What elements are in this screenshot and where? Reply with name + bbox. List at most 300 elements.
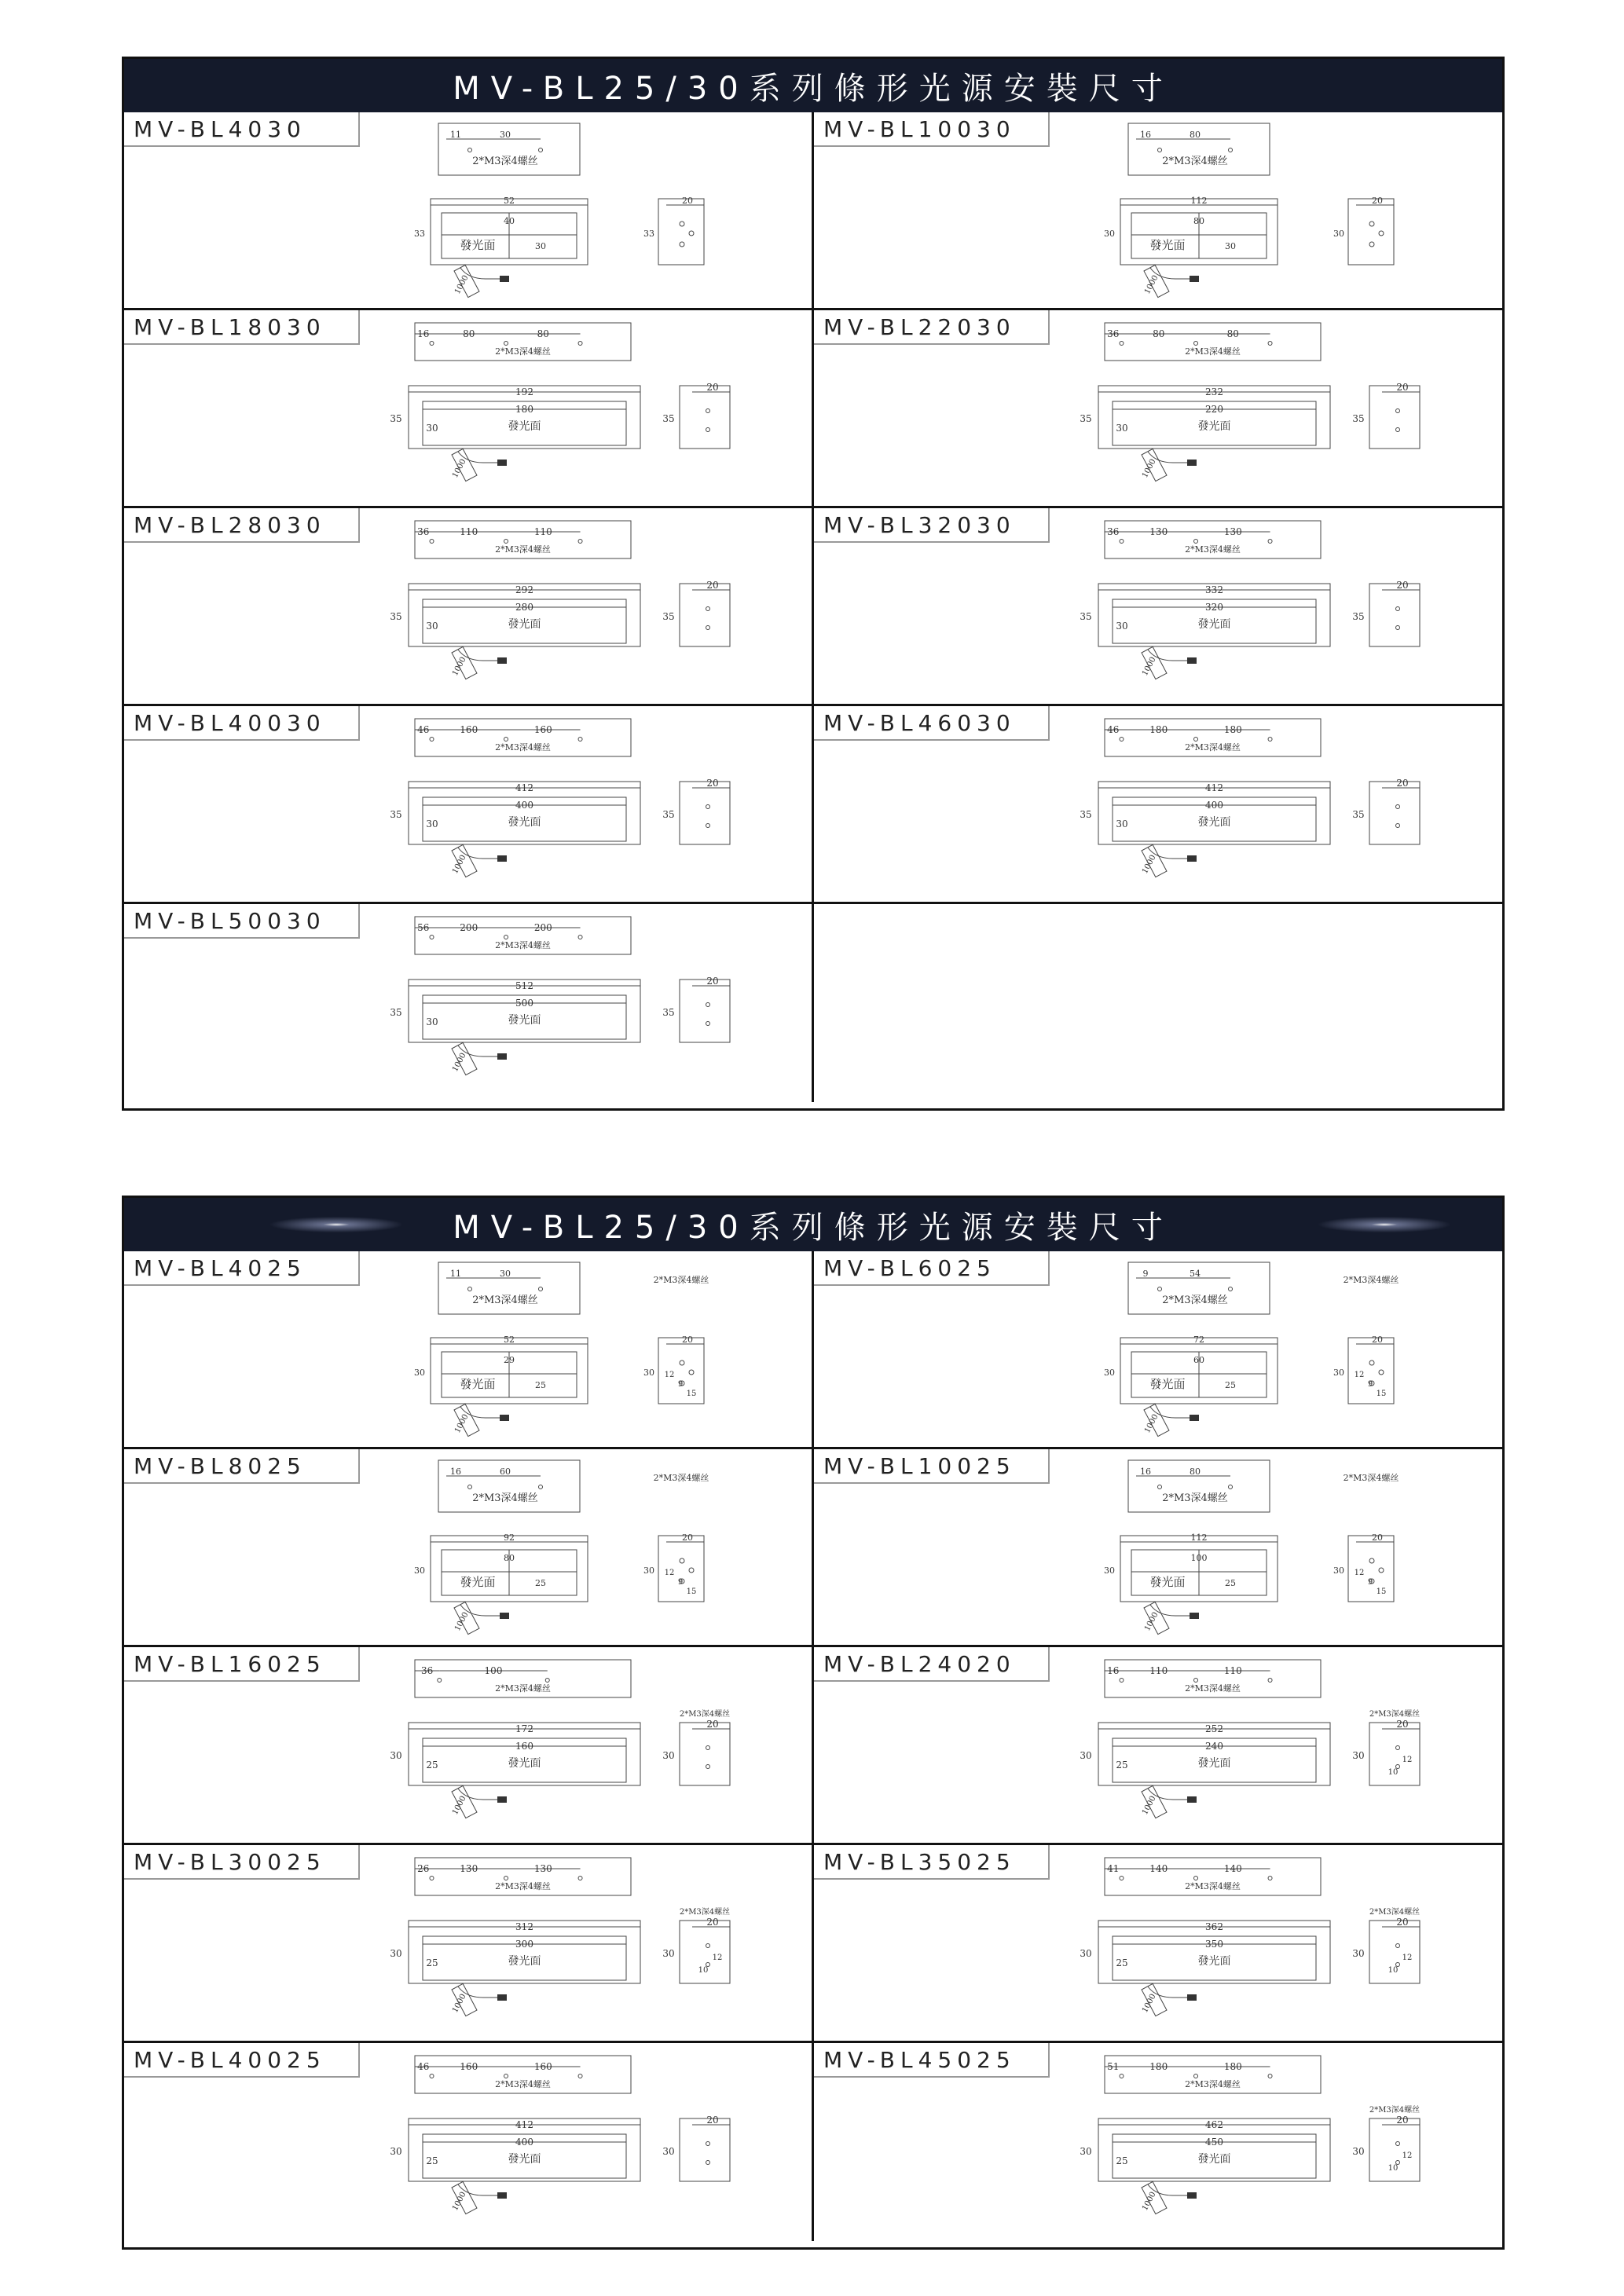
spec-cell — [814, 508, 1505, 706]
emit-surface-label: 發光面 — [508, 1955, 541, 1968]
side-view — [680, 2118, 730, 2181]
dimension-label: 160 — [533, 2061, 552, 2072]
cable-length-label: 1000 — [1140, 457, 1158, 480]
emit-surface-label: 發光面 — [460, 1575, 496, 1589]
side-dimension-label: 12 — [1402, 1954, 1413, 1962]
side-screw-note: 2*M3深4螺丝 — [653, 1275, 709, 1285]
screw-hole — [706, 805, 710, 809]
cable-length-label: 1000 — [450, 655, 468, 678]
screw-hole — [504, 1877, 508, 1880]
screw-note: 2*M3深4螺丝 — [1185, 1683, 1241, 1694]
screw-hole — [706, 824, 710, 828]
outer-width-label: 252 — [1205, 1723, 1223, 1734]
cable — [1141, 1983, 1197, 2016]
spec-cell — [814, 2043, 1505, 2241]
cable — [451, 1042, 507, 1075]
model-label: MV-BL10025 — [814, 1449, 1050, 1484]
inner-width-label: 80 — [1193, 216, 1204, 226]
height-label: 30 — [1080, 1948, 1092, 1959]
side-height-label: 30 — [1352, 1750, 1365, 1761]
side-screw-note: 2*M3深4螺丝 — [1343, 1473, 1399, 1483]
model-label: MV-BL28030 — [124, 508, 360, 543]
cable-length-label: 1000 — [1140, 1794, 1158, 1817]
spec-cell — [814, 1251, 1505, 1449]
side-dimension-label: 15 — [686, 1390, 697, 1398]
dimension-label: 11 — [450, 130, 461, 140]
model-label: MV-BL18030 — [124, 310, 360, 345]
section-title: MV-BL25/30系列條形光源安裝尺寸 — [453, 70, 1174, 107]
screw-note: 2*M3深4螺丝 — [495, 2079, 551, 2089]
cable-connector — [497, 460, 507, 466]
dimension-drawing — [1050, 1449, 1501, 1644]
side-width-label: 20 — [1396, 778, 1409, 789]
dimension-label: 100 — [484, 1665, 503, 1676]
side-view — [1369, 386, 1420, 449]
screw-hole — [468, 1485, 472, 1489]
screw-hole — [430, 2074, 434, 2078]
side-dimension-label: 9 — [1367, 1380, 1373, 1389]
inner-width-label: 100 — [1190, 1553, 1208, 1563]
cable-connector — [1187, 460, 1197, 466]
side-width-label: 20 — [1396, 1719, 1409, 1730]
cable-connector — [1190, 276, 1199, 282]
model-label: MV-BL4030 — [124, 112, 360, 147]
section-title: MV-BL25/30系列條形光源安裝尺寸 — [453, 1209, 1174, 1246]
inner-width-label: 450 — [1205, 2137, 1223, 2148]
side-width-label: 20 — [706, 976, 719, 987]
dimension-drawing — [360, 1845, 812, 2040]
cable-connector — [500, 276, 509, 282]
dimension-label: 46 — [1107, 724, 1120, 735]
cable — [1141, 646, 1197, 679]
screw-hole — [706, 2142, 710, 2146]
side-width-label: 20 — [706, 1719, 719, 1730]
panel-bl25-series — [122, 1196, 1505, 2250]
side-height-label: 30 — [1333, 229, 1344, 239]
side-width-label: 20 — [1396, 1917, 1409, 1928]
emit-surface-label: 發光面 — [1149, 238, 1186, 252]
dimension-label: 41 — [1107, 1863, 1120, 1874]
cable-length-label: 1000 — [1140, 1992, 1158, 2015]
side-height-label: 35 — [662, 611, 675, 622]
screw-hole — [1369, 1360, 1374, 1365]
model-label: MV-BL22030 — [814, 310, 1050, 345]
screw-hole — [1120, 1877, 1124, 1880]
spec-cell — [814, 904, 1505, 1102]
screw-hole — [430, 540, 434, 544]
inner-height-label: 30 — [426, 1016, 438, 1027]
inner-height-label: 25 — [1116, 1957, 1128, 1968]
screw-note: 2*M3深4螺丝 — [495, 742, 551, 753]
cable — [1141, 1785, 1197, 1818]
dimension-label: 130 — [533, 1863, 552, 1874]
screw-hole — [1194, 738, 1198, 742]
outer-width-label: 92 — [504, 1532, 515, 1543]
cable-connector — [1187, 2192, 1197, 2199]
cable — [1143, 265, 1199, 297]
screw-hole — [1158, 148, 1162, 152]
screw-note: 2*M3深4螺丝 — [495, 940, 551, 950]
screw-hole — [1369, 1558, 1374, 1563]
side-screw-note: 2*M3深4螺丝 — [679, 1908, 731, 1917]
screw-hole — [1194, 540, 1198, 544]
cable-connector — [497, 1994, 507, 2001]
side-view — [680, 1723, 730, 1785]
cable — [451, 2181, 507, 2214]
spec-cell — [124, 1845, 814, 2043]
screw-hole — [680, 1558, 684, 1563]
inner-height-label: 30 — [426, 423, 438, 434]
side-height-label: 30 — [1352, 2146, 1365, 2157]
cable — [1143, 1404, 1199, 1436]
screw-hole — [1120, 1679, 1124, 1683]
cable-length-label: 1000 — [450, 1992, 468, 2015]
screw-hole — [578, 342, 582, 346]
outer-width-label: 112 — [1190, 196, 1208, 206]
height-label: 30 — [1104, 1368, 1115, 1378]
emit-surface-label: 發光面 — [1149, 1575, 1186, 1589]
model-label: MV-BL10030 — [814, 112, 1050, 147]
cable-connector — [497, 1796, 507, 1803]
cable-length-label: 1000 — [1142, 1610, 1160, 1633]
cable-length-label: 1000 — [1140, 2190, 1158, 2213]
screw-note: 2*M3深4螺丝 — [1162, 156, 1228, 167]
cable — [453, 1404, 509, 1436]
cable — [451, 1785, 507, 1818]
screw-hole — [1268, 2074, 1272, 2078]
side-width-label: 20 — [1372, 1335, 1383, 1345]
screw-hole — [706, 626, 710, 630]
dimension-drawing — [1050, 1251, 1501, 1446]
inner-width-label: 180 — [515, 404, 533, 415]
section-banner — [124, 1198, 1502, 1251]
side-width-label: 20 — [1396, 2115, 1409, 2126]
screw-hole — [468, 1287, 472, 1291]
dimension-label: 16 — [450, 1467, 461, 1477]
screw-hole — [1268, 1679, 1272, 1683]
dimension-label: 130 — [460, 1863, 478, 1874]
screw-note: 2*M3深4螺丝 — [472, 156, 538, 167]
screw-hole — [1396, 805, 1400, 809]
screw-hole — [504, 738, 508, 742]
inner-width-label: 320 — [1205, 602, 1223, 613]
screw-hole — [1229, 148, 1233, 152]
side-dimension-label: 10 — [698, 1966, 709, 1975]
dimension-label: 110 — [460, 526, 478, 537]
inner-width-label: 240 — [1205, 1741, 1223, 1752]
inner-width-label: 220 — [1205, 404, 1223, 415]
screw-hole — [689, 231, 694, 236]
dimension-drawing — [360, 1449, 812, 1644]
side-view — [1369, 584, 1420, 646]
model-label: MV-BL30025 — [124, 1845, 360, 1880]
inner-height-label: 25 — [535, 1380, 546, 1390]
dimension-label: 160 — [533, 724, 552, 735]
cable — [451, 449, 507, 481]
model-label: MV-BL6025 — [814, 1251, 1050, 1286]
height-label: 30 — [390, 2146, 402, 2157]
screw-hole — [706, 1765, 710, 1769]
screw-note: 2*M3深4螺丝 — [1162, 1294, 1228, 1306]
inner-height-label: 25 — [1225, 1380, 1236, 1390]
cable-length-label: 1000 — [1140, 853, 1158, 876]
side-dimension-label: 9 — [1367, 1578, 1373, 1587]
outer-width-label: 312 — [515, 1921, 533, 1932]
height-label: 35 — [390, 611, 402, 622]
side-view — [680, 980, 730, 1042]
screw-hole — [680, 1360, 684, 1365]
height-label: 30 — [390, 1750, 402, 1761]
side-height-label: 35 — [662, 413, 675, 424]
outer-width-label: 72 — [1193, 1335, 1204, 1345]
inner-height-label: 30 — [1225, 241, 1236, 251]
cable-connector — [1187, 657, 1197, 664]
side-width-label: 20 — [706, 580, 719, 591]
emit-surface-label: 發光面 — [460, 238, 496, 252]
spec-cell — [124, 1251, 814, 1449]
emit-surface-label: 發光面 — [1197, 2153, 1231, 2166]
dimension-drawing — [360, 310, 812, 505]
screw-hole — [706, 409, 710, 413]
dimension-drawing — [360, 112, 812, 307]
emit-surface-label: 發光面 — [508, 618, 541, 631]
side-width-label: 20 — [1396, 382, 1409, 393]
screw-hole — [430, 936, 434, 939]
dimension-drawing — [360, 904, 812, 1099]
spec-cell — [124, 508, 814, 706]
height-label: 35 — [1080, 413, 1092, 424]
screw-hole — [1379, 1568, 1384, 1573]
inner-height-label: 25 — [426, 1760, 438, 1771]
dimension-label: 16 — [1140, 1467, 1151, 1477]
screw-hole — [504, 540, 508, 544]
screw-note: 2*M3深4螺丝 — [495, 346, 551, 357]
screw-hole — [1369, 222, 1374, 226]
inner-width-label: 300 — [515, 1939, 533, 1950]
screw-hole — [578, 1877, 582, 1880]
screw-hole — [1158, 1485, 1162, 1489]
cable-length-label: 1000 — [1142, 1412, 1160, 1435]
side-screw-note: 2*M3深4螺丝 — [1343, 1275, 1399, 1285]
cable-length-label: 1000 — [450, 457, 468, 480]
inner-height-label: 30 — [426, 621, 438, 632]
screw-note: 2*M3深4螺丝 — [1185, 346, 1241, 357]
dimension-label: 200 — [533, 922, 552, 933]
dimension-drawing — [1050, 508, 1501, 703]
cable — [451, 1983, 507, 2016]
screw-hole — [1396, 409, 1400, 413]
side-view — [658, 199, 704, 265]
model-label: MV-BL24020 — [814, 1647, 1050, 1682]
side-height-label: 30 — [662, 1948, 675, 1959]
screw-hole — [578, 738, 582, 742]
dimension-drawing — [1050, 112, 1501, 307]
dimension-label: 51 — [1107, 2061, 1120, 2072]
height-label: 30 — [1104, 229, 1115, 239]
model-label: MV-BL32030 — [814, 508, 1050, 543]
screw-hole — [706, 428, 710, 432]
screw-hole — [430, 1877, 434, 1880]
dimension-label: 16 — [1107, 1665, 1120, 1676]
model-label: MV-BL35025 — [814, 1845, 1050, 1880]
height-label: 30 — [414, 1368, 425, 1378]
emit-surface-label: 發光面 — [1149, 1377, 1186, 1391]
height-label: 35 — [1080, 809, 1092, 820]
cable — [451, 844, 507, 877]
cable — [1141, 2181, 1197, 2214]
inner-width-label: 40 — [504, 216, 515, 226]
spec-cell — [124, 2043, 814, 2241]
screw-note: 2*M3深4螺丝 — [495, 1683, 551, 1694]
emit-surface-label: 發光面 — [460, 1377, 496, 1391]
inner-width-label: 280 — [515, 602, 533, 613]
spec-cell — [124, 1647, 814, 1845]
spec-cell — [124, 112, 814, 310]
cable-length-label: 1000 — [453, 1610, 471, 1633]
cable-connector — [1187, 1796, 1197, 1803]
height-label: 35 — [390, 1007, 402, 1018]
side-width-label: 20 — [1372, 1532, 1383, 1543]
screw-hole — [539, 1485, 543, 1489]
dimension-drawing — [1050, 1845, 1501, 2040]
outer-width-label: 52 — [504, 196, 515, 206]
screw-hole — [706, 1746, 710, 1750]
cable-connector — [1190, 1613, 1199, 1619]
spec-cell — [814, 310, 1505, 508]
dimension-label: 56 — [417, 922, 430, 933]
side-height-label: 30 — [662, 2146, 675, 2157]
dimension-drawing — [360, 1647, 812, 1842]
model-label: MV-BL8025 — [124, 1449, 360, 1484]
dimension-label: 11 — [450, 1269, 461, 1279]
side-view — [680, 584, 730, 646]
cable-connector — [497, 2192, 507, 2199]
height-label: 30 — [1080, 2146, 1092, 2157]
spec-cell — [814, 1845, 1505, 2043]
screw-note: 2*M3深4螺丝 — [495, 544, 551, 555]
side-dimension-label: 12 — [712, 1954, 723, 1962]
screw-hole — [1379, 231, 1384, 236]
side-height-label: 30 — [1352, 1948, 1365, 1959]
cable-connector — [497, 657, 507, 664]
inner-height-label: 25 — [426, 1957, 438, 1968]
side-dimension-label: 10 — [1388, 1768, 1399, 1777]
model-label: MV-BL40025 — [124, 2043, 360, 2078]
dimension-label: 110 — [1223, 1665, 1242, 1676]
screw-hole — [438, 1679, 442, 1683]
side-view — [680, 782, 730, 844]
inner-height-label: 30 — [1116, 621, 1128, 632]
screw-hole — [1396, 626, 1400, 630]
emit-surface-label: 發光面 — [1197, 420, 1231, 433]
cable-connector — [1190, 1415, 1199, 1421]
side-height-label: 30 — [1333, 1368, 1344, 1378]
dimension-label: 110 — [1149, 1665, 1168, 1676]
side-width-label: 20 — [682, 1532, 693, 1543]
dimension-label: 16 — [1140, 130, 1151, 140]
cable-connector — [497, 1053, 507, 1060]
dimension-label: 180 — [1223, 2061, 1242, 2072]
height-label: 35 — [1080, 611, 1092, 622]
cable-length-label: 1000 — [1140, 655, 1158, 678]
dimension-label: 80 — [1153, 328, 1165, 339]
emit-surface-label: 發光面 — [508, 1014, 541, 1027]
emit-surface-label: 發光面 — [1197, 1757, 1231, 1770]
side-dimension-label: 12 — [664, 1569, 675, 1577]
screw-hole — [468, 148, 472, 152]
screw-note: 2*M3深4螺丝 — [1162, 1492, 1228, 1504]
inner-width-label: 60 — [1193, 1355, 1204, 1365]
screw-note: 2*M3深4螺丝 — [1185, 2079, 1241, 2089]
spec-cell — [124, 1449, 814, 1647]
screw-hole — [1396, 1746, 1400, 1750]
emit-surface-label: 發光面 — [1197, 1955, 1231, 1968]
outer-width-label: 362 — [1205, 1921, 1223, 1932]
dimension-label: 130 — [1223, 526, 1242, 537]
cable — [453, 265, 509, 297]
inner-height-label: 30 — [1116, 818, 1128, 829]
inner-width-label: 160 — [515, 1741, 533, 1752]
screw-hole — [706, 607, 710, 611]
outer-width-label: 332 — [1205, 584, 1223, 595]
screw-hole — [706, 1003, 710, 1007]
dimension-label: 130 — [1149, 526, 1168, 537]
lens-flare-icon — [1306, 1215, 1463, 1234]
side-width-label: 20 — [706, 778, 719, 789]
side-dimension-label: 15 — [1376, 1587, 1387, 1596]
height-label: 35 — [390, 413, 402, 424]
screw-hole — [689, 1568, 694, 1573]
side-height-label: 30 — [662, 1750, 675, 1761]
side-height-label: 30 — [643, 1368, 654, 1378]
height-label: 30 — [1080, 1750, 1092, 1761]
cable-connector — [1187, 855, 1197, 862]
emit-surface-label: 發光面 — [508, 420, 541, 433]
outer-width-label: 412 — [515, 782, 533, 793]
side-view — [1369, 782, 1420, 844]
spec-cell — [814, 1647, 1505, 1845]
dimension-label: 36 — [1107, 526, 1120, 537]
screw-hole — [1120, 2074, 1124, 2078]
cable — [1141, 844, 1197, 877]
screw-hole — [1229, 1287, 1233, 1291]
spec-cell — [124, 904, 814, 1102]
inner-height-label: 25 — [426, 2155, 438, 2166]
dimension-drawing — [360, 1251, 812, 1446]
screw-note: 2*M3深4螺丝 — [1185, 742, 1241, 753]
screw-note: 2*M3深4螺丝 — [1185, 544, 1241, 555]
outer-width-label: 512 — [515, 980, 533, 991]
height-label: 30 — [1104, 1565, 1115, 1576]
outer-width-label: 412 — [1205, 782, 1223, 793]
side-height-label: 30 — [1333, 1565, 1344, 1576]
screw-hole — [504, 342, 508, 346]
inner-width-label: 400 — [515, 2137, 533, 2148]
outer-width-label: 232 — [1205, 386, 1223, 397]
screw-hole — [1268, 1877, 1272, 1880]
side-dimension-label: 9 — [677, 1380, 684, 1389]
side-dimension-label: 12 — [664, 1371, 675, 1379]
screw-hole — [539, 148, 543, 152]
side-width-label: 20 — [706, 382, 719, 393]
side-height-label: 33 — [643, 229, 654, 239]
cable-connector — [500, 1415, 509, 1421]
screw-hole — [1120, 540, 1124, 544]
dimension-label: 60 — [500, 1467, 511, 1477]
side-screw-note: 2*M3深4螺丝 — [1369, 1908, 1421, 1917]
screw-hole — [1379, 1370, 1384, 1375]
spec-cell — [814, 706, 1505, 904]
